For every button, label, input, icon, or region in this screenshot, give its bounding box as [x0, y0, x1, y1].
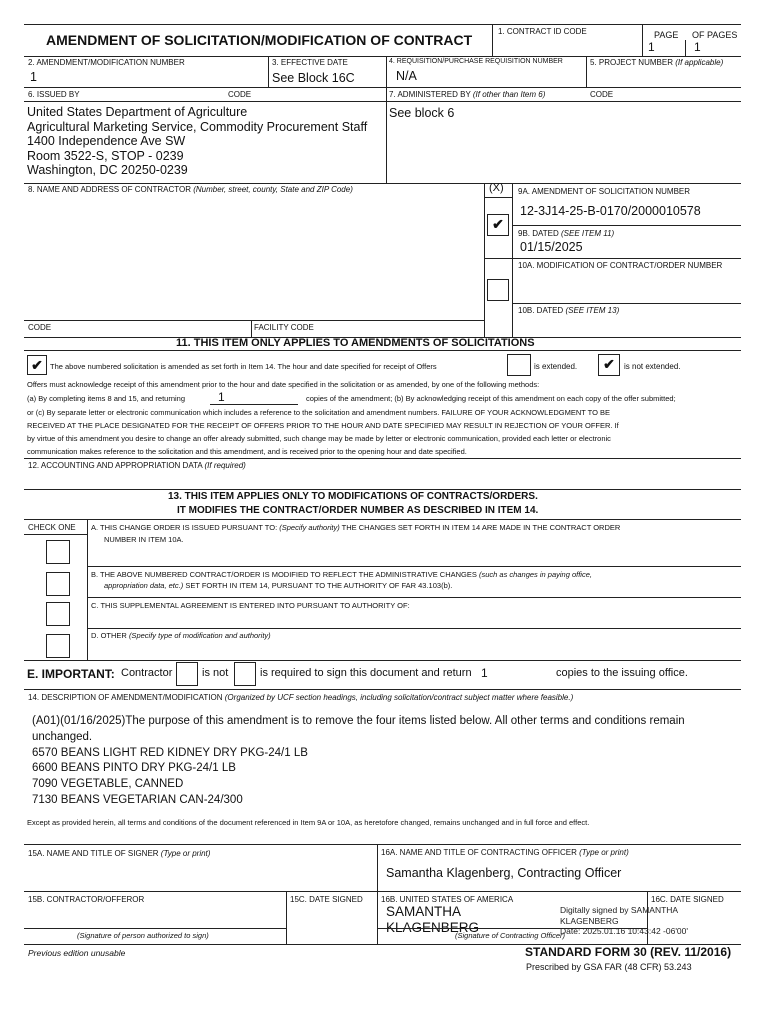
contractor-is-not-checkbox[interactable] — [176, 662, 198, 686]
previous-edition-text: Previous edition unusable — [28, 948, 126, 958]
section-13a-line-1 — [91, 523, 620, 532]
solicitation-number-label: 9A. AMENDMENT OF SOLICITATION NUMBER — [518, 187, 691, 196]
section-13-title-2: IT MODIFIES THE CONTRACT/ORDER NUMBER AS DESCRIBED IN ITEM 14. — [177, 505, 539, 516]
of-pages-number: 1 — [694, 40, 701, 54]
section-11-line-7: communication makes reference to the solicitation and this amendment, and is received prior to the opening hour and date specified. — [27, 447, 467, 456]
contractor-code-label: CODE — [28, 323, 52, 332]
digital-signature-line: KLAGENBERG — [560, 915, 619, 926]
solicitation-amendment-checkbox[interactable]: ✔ — [487, 214, 509, 236]
signer-name-label-text: 15A. NAME AND TITLE OF SIGNER — [28, 849, 159, 858]
section-13d-note: (Specify type of modification and authority) — [128, 631, 271, 640]
contractor-offeror-label: 15B. CONTRACTOR/OFFEROR — [28, 895, 145, 904]
check-13a-checkbox[interactable] — [46, 540, 70, 564]
co-name-label-text: 16A. NAME AND TITLE OF CONTRACTING OFFICER — [381, 848, 577, 857]
section-11-line-5: RECEIVED AT THE PLACE DESIGNATED FOR THE RECEIPT OF OFFERS PRIOR TO THE HOUR AND DATE SPECIFIED MAY RESULT IN REJECTION OF YOUR OFFER. If — [27, 421, 619, 430]
check-13d-checkbox[interactable] — [46, 634, 70, 658]
section-11-line-4: or (c) By separate letter or electronic communication which includes a reference to the solicitation and amendment numbers. FAILURE OF YOUR ACKNOWLEDGMENT TO BE — [27, 408, 611, 417]
administered-by-value: See block 6 — [389, 106, 455, 120]
offers-extended-checkbox[interactable] — [507, 354, 531, 376]
signer-name-label — [28, 849, 210, 858]
section-13b-text-2: SET FORTH IN ITEM 14, PURSUANT TO THE AUTHORITY OF FAR 43.103(b). — [185, 581, 453, 590]
page-label: PAGE — [654, 30, 679, 40]
standard-form-title: STANDARD FORM 30 (REV. 11/2016) — [525, 945, 732, 959]
digital-signature-line: Date: 2025.01.16 10:43:42 -06'00' — [560, 926, 689, 936]
contractor-address-label-text: 8. NAME AND ADDRESS OF CONTRACTOR — [28, 185, 191, 194]
co-signature-caption — [455, 931, 565, 940]
description-line: 7090 VEGETABLE, CANNED — [32, 778, 184, 791]
contractor-signature-caption — [77, 931, 209, 940]
co-name-label — [381, 848, 629, 857]
administered-by-code-label: CODE — [590, 90, 614, 99]
requisition-number-label: 4. REQUISITION/PURCHASE REQUISITION NUMBER — [389, 58, 563, 65]
section-11-title: 11. THIS ITEM ONLY APPLIES TO AMENDMENTS OF SOLICITATIONS — [176, 337, 535, 349]
contractor-date-signed-label: 15C. DATE SIGNED — [290, 895, 363, 904]
important-is-not: is not — [202, 667, 229, 679]
section-11-line-1: The above numbered solicitation is amended as set forth in Item 14. The hour and date specified for receipt of Offers — [50, 362, 437, 371]
amendment-number-label: 2. AMENDMENT/MODIFICATION NUMBER — [28, 58, 185, 67]
effective-date-value: See Block 16C — [272, 71, 355, 85]
except-line: Except as provided herein, all terms and conditions of the document referenced in Item 9A or 10A, as heretofore changed, remains unchanged and in full force and effect. — [27, 818, 590, 827]
section-13a-note: (Specify authority) — [279, 523, 340, 532]
important-contractor: Contractor — [121, 667, 173, 679]
solicitation-dated-label-text: 9B. DATED — [518, 229, 559, 238]
accounting-data-label — [28, 461, 246, 470]
previous-edition-note — [28, 948, 125, 958]
check-one-label: CHECK ONE — [28, 523, 76, 532]
x-mark-header: (X) — [489, 182, 504, 194]
description-line: unchanged. — [32, 730, 93, 743]
signer-name-note: (Type or print) — [160, 849, 211, 858]
description-body — [32, 714, 685, 809]
administered-by-label-text: 7. ADMINISTERED BY — [389, 90, 471, 99]
section-13b-note-2: appropriation data, etc.) — [104, 581, 184, 590]
section-11-line-6: by virtue of this amendment you desire to change an offer already submitted, such change may be made by letter or electronic communication, provided each letter or electronic — [27, 434, 611, 443]
issuer-line: United States Department of Agriculture — [27, 105, 248, 119]
description-label — [28, 693, 573, 702]
accounting-data-label-text: 12. ACCOUNTING AND APPROPRIATION DATA — [28, 461, 203, 470]
description-note: (Organized by UCF section headings, including solicitation/contract subject matter where feasible.) — [224, 693, 574, 702]
contract-dated-note: (SEE ITEM 13) — [565, 306, 620, 315]
co-name-note: (Type or print) — [579, 848, 629, 857]
section-11-line-3a: (a) By completing items 8 and 15, and returning — [27, 394, 186, 403]
co-date-signed-label: 16C. DATE SIGNED — [651, 895, 724, 904]
section-13b-text: B. THE ABOVE NUMBERED CONTRACT/ORDER IS MODIFIED TO REFLECT THE ADMINISTRATIVE CHANGES — [91, 570, 477, 579]
signature-name-line: SAMANTHA — [386, 904, 462, 919]
issuer-address — [27, 105, 367, 178]
issued-by-label: 6. ISSUED BY — [28, 90, 80, 99]
standard-form-subtitle: Prescribed by GSA FAR (48 CFR) 53.243 — [526, 962, 692, 972]
solicitation-dated-label — [518, 229, 614, 238]
solicitation-dated-value: 01/15/2025 — [520, 240, 583, 254]
solicitation-amended-checkbox[interactable]: ✔ — [27, 355, 47, 375]
contractor-address-label — [28, 185, 353, 194]
co-signature-caption-text: (Signature of Contracting Officer) — [455, 931, 566, 940]
digital-signature-block — [560, 905, 688, 937]
contractor-is-required-checkbox[interactable] — [234, 662, 256, 686]
section-11-line-3b: copies of the amendment; (b) By acknowledging receipt of this amendment on each copy of the offer submitted; — [306, 394, 676, 403]
project-number-label-text: 5. PROJECT NUMBER — [590, 58, 673, 67]
offers-extended-label: is extended. — [534, 362, 578, 371]
contract-dated-label — [518, 306, 619, 315]
section-13a-text-2: THE CHANGES SET FORTH IN ITEM 14 ARE MADE IN THE CONTRACT ORDER — [341, 523, 621, 532]
description-line: 6600 BEANS PINTO DRY PKG-24/1 LB — [32, 762, 236, 775]
contractor-signature-caption-text: (Signature of person authorized to sign) — [77, 931, 209, 940]
project-number-label — [590, 58, 723, 67]
important-copies: 1 — [481, 666, 488, 680]
section-11-line-2: Offers must acknowledge receipt of this amendment prior to the hour and date specified in the solicitation or as amended, by one of the following methods: — [27, 380, 540, 389]
issuer-line: Room 3522-S, STOP - 0239 — [27, 148, 184, 163]
description-line: (A01)(01/16/2025)The purpose of this amendment is to remove the four items listed below. All other terms and conditions remain — [32, 715, 685, 727]
section-11-copies: 1 — [218, 390, 225, 404]
section-13d-label: D. OTHER — [91, 631, 127, 640]
section-13d-text — [91, 631, 271, 640]
solicitation-dated-note: (SEE ITEM 11) — [560, 229, 615, 238]
contractor-address-note: (Number, street, county, State and ZIP Code) — [193, 185, 353, 194]
digital-signature-line: Digitally signed by SAMANTHA — [560, 905, 679, 915]
signature-name-line: KLAGENBERG — [386, 920, 480, 935]
effective-date-label: 3. EFFECTIVE DATE — [272, 58, 348, 67]
check-13c-checkbox[interactable] — [46, 602, 70, 626]
facility-code-label: FACILITY CODE — [254, 323, 314, 332]
usa-label: 16B. UNITED STATES OF AMERICA — [381, 895, 514, 904]
section-13b-line-1 — [91, 570, 592, 579]
important-tail: copies to the issuing office. — [556, 667, 688, 679]
section-13c-text: C. THIS SUPPLEMENTAL AGREEMENT IS ENTERED INTO PURSUANT TO AUTHORITY OF: — [91, 601, 410, 610]
issued-by-code-label: CODE — [228, 90, 252, 99]
description-label-text: 14. DESCRIPTION OF AMENDMENT/MODIFICATION — [28, 693, 223, 702]
of-pages-label: OF PAGES — [692, 30, 738, 40]
accounting-data-note: (If required) — [204, 461, 246, 470]
contract-dated-label-text: 10B. DATED — [518, 306, 564, 315]
important-label: E. IMPORTANT: — [27, 667, 115, 681]
contract-id-code-label: 1. CONTRACT ID CODE — [498, 27, 587, 36]
important-required: is required to sign this document and return — [260, 667, 472, 679]
section-13b-note: (such as changes in paying office, — [479, 570, 592, 579]
issuer-line: Agricultural Marketing Service, Commodity Procurement Staff — [27, 119, 368, 134]
project-number-note: (If applicable) — [675, 58, 724, 67]
requisition-number-value: N/A — [396, 69, 417, 83]
co-name-value: Samantha Klagenberg, Contracting Officer — [386, 866, 622, 880]
description-line: 7130 BEANS VEGETARIAN CAN-24/300 — [32, 793, 243, 806]
section-13a-line-2: NUMBER IN ITEM 10A. — [104, 535, 184, 544]
issuer-line: 1400 Independence Ave SW — [27, 134, 186, 148]
solicitation-number-value: 12-3J14-25-B-0170/2000010578 — [520, 204, 701, 218]
description-line: 6570 BEANS LIGHT RED KIDNEY DRY PKG-24/1 LB — [32, 746, 308, 759]
form-title: AMENDMENT OF SOLICITATION/MODIFICATION OF CONTRACT — [46, 32, 473, 48]
contract-mod-number-label: 10A. MODIFICATION OF CONTRACT/ORDER NUMBER — [518, 261, 723, 270]
offers-not-extended-checkbox[interactable]: ✔ — [598, 354, 620, 376]
section-13b-line-2 — [104, 581, 452, 590]
contract-modification-checkbox[interactable] — [487, 279, 509, 301]
section-13-title-1: 13. THIS ITEM APPLIES ONLY TO MODIFICATIONS OF CONTRACTS/ORDERS. — [168, 491, 538, 502]
issuer-line: Washington, DC 20250-0239 — [27, 163, 188, 177]
amendment-number-value: 1 — [30, 70, 37, 84]
administered-by-label — [389, 90, 545, 99]
administered-by-note: (If other than Item 6) — [472, 90, 546, 99]
page-number: 1 — [648, 40, 655, 54]
check-13b-checkbox[interactable] — [46, 572, 70, 596]
offers-not-extended-label: is not extended. — [624, 362, 681, 371]
section-13a-text: A. THIS CHANGE ORDER IS ISSUED PURSUANT TO: — [91, 523, 278, 532]
